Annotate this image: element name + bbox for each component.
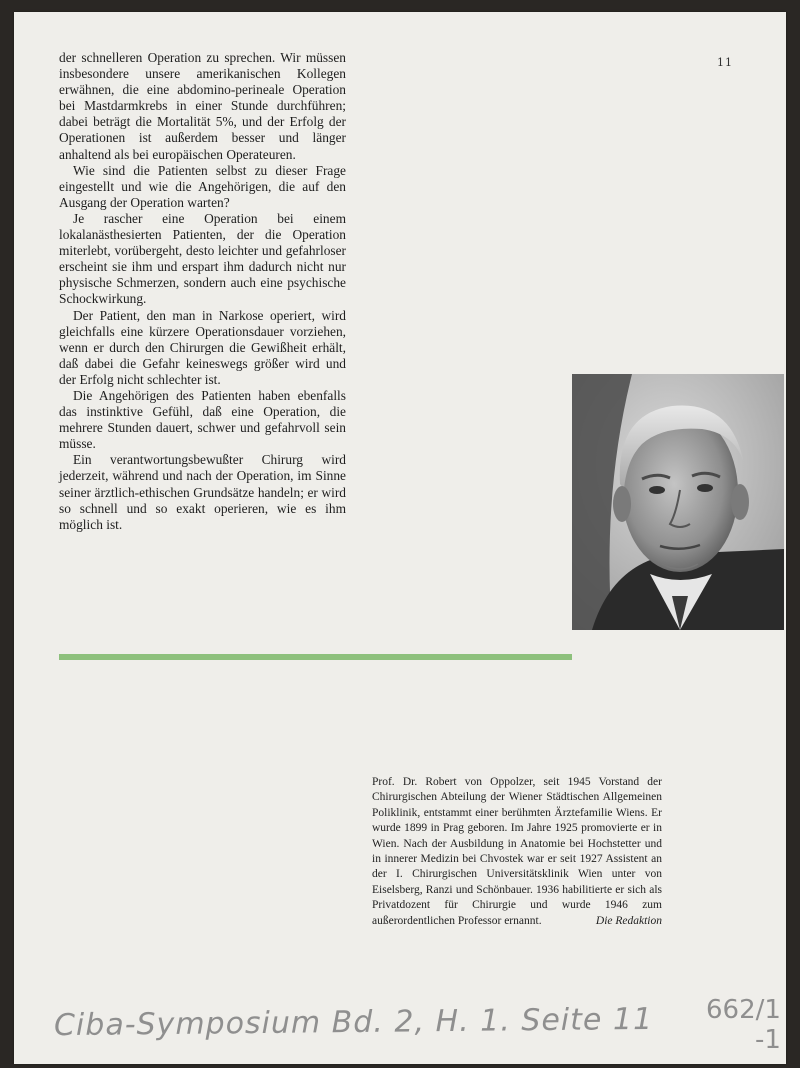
green-divider (59, 654, 572, 660)
paragraph: der schnelleren Operation zu sprechen. Wir müssen insbesondere unsere amerikanischen Kollegen erwähnen, die eine abdomino-perineale Operation bei Mastdarmkrebs in einer Stunde durchführen; dabei beträgt die Mortalität 5%, und der Erfolg der Operationen ist außerdem besser und länger anhaltend als bei europäischen Operateuren. (59, 50, 346, 162)
caption-signature: Die Redaktion (595, 914, 662, 927)
paragraph: Ein verantwortungsbewußter Chirurg wird jederzeit, während und nach der Operation, im Sinne seiner ärztlich-ethischen Grundsätze handeln; er wird so schnell und so exakt operieren, wie es ihm möglich ist. (59, 452, 346, 532)
photo-caption (372, 775, 662, 929)
paragraph: Die Angehörigen des Patienten haben ebenfalls das instinktive Gefühl, daß eine Operation, die mehrere Stunden dauert, schwer und gefahrvoll sein müsse. (59, 387, 346, 452)
main-text-column (59, 50, 346, 533)
caption-text: Prof. Dr. Robert von Oppolzer, seit 1945 Vorstand der Chirurgischen Abteilung der Wiener Städtischen Allgemeinen Poliklinik, entstammt einer berühmten Ärztefamilie Wiens. Er wurde 1899 in Prag geboren. Im Jahre 1925 promovierte er in Wien. Nach der Ausbildung in Anatomie bei Hochstetter und in innerer Medizin bei Chvostek war er seit 1927 Assistent an der I. Chirurgischen Universitätsklinik Wien unter von Eiselsberg, Ranzi und Schönbauer. 1936 habilitierte er sich als Privatdozent für Chirurgie und wurde 1946 zum außerordentlichen Professor ernannt. (372, 776, 662, 927)
paragraph: Der Patient, den man in Narkose operiert, wird gleichfalls eine kürzere Operationsdauer vorziehen, wenn er durch den Chirurgen die Gewißheit erhält, daß dabei die Gefahr keineswegs größer wird und der Erfolg nicht schlechter ist. (59, 307, 346, 387)
paragraph: Je rascher eine Operation bei einem lokalanästhesierten Patienten, der die Operation miterlebt, vorübergeht, desto leichter und gefahrloser erscheint sie ihm und erspart ihm dadurch nicht nur physische Schmerzen, sondern auch eine psychische Schockwirkung. (59, 210, 346, 307)
paragraph: Wie sind die Patienten selbst zu dieser Frage eingestellt und wie die Angehörigen, die auf den Ausgang der Operation warten? (59, 162, 346, 210)
archive-number (706, 995, 781, 1055)
page-number: 11 (717, 56, 733, 69)
archive-number-main: 662/1 (706, 995, 781, 1025)
portrait-icon (572, 374, 784, 630)
archive-number-sub: -1 (755, 1025, 781, 1055)
portrait-photo (572, 374, 784, 630)
handwritten-note: Ciba-Symposium Bd. 2, H. 1. Seite 11 (53, 1001, 654, 1044)
